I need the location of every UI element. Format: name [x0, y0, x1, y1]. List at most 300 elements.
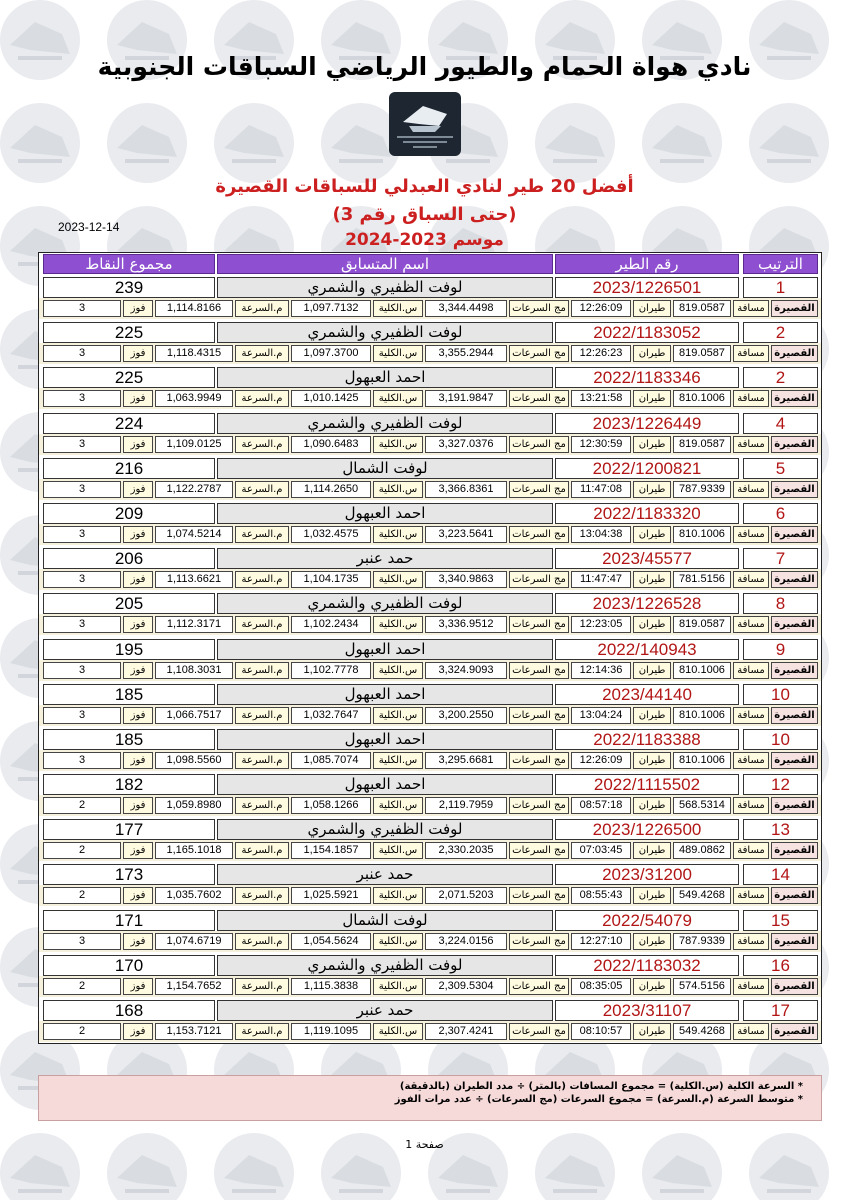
competitor-name-cell: لوفت الظفيري والشمري	[217, 322, 553, 343]
avg-speed-value: 1,122.2787	[155, 481, 233, 498]
wins-label: فوز	[123, 978, 153, 995]
points-cell: 168	[43, 1000, 215, 1021]
report-scope: (حتى السباق رقم 3)	[332, 204, 517, 225]
rank-cell: 16	[743, 955, 818, 976]
row-main	[39, 275, 821, 297]
row-main	[39, 456, 821, 478]
table-row	[39, 320, 821, 365]
avg-speed-value: 1,153.7121	[155, 1023, 233, 1040]
total-speed-value: 1,097.3700	[291, 345, 371, 362]
table-row	[39, 411, 821, 456]
row-main	[39, 908, 821, 930]
rank-cell: 15	[743, 910, 818, 931]
flight-label: طيران	[633, 300, 671, 317]
speed-sum-label: مج السرعات	[509, 752, 569, 769]
row-details	[39, 524, 821, 545]
speed-sum-label: مج السرعات	[509, 842, 569, 859]
flight-label: طيران	[633, 436, 671, 453]
total-speed-label: س.الكلية	[373, 300, 423, 317]
avg-speed-label: م.السرعة	[235, 1023, 289, 1040]
flight-label: طيران	[633, 390, 671, 407]
total-speed-value: 1,032.4575	[291, 526, 371, 543]
flight-time-value: 12:23:05	[571, 616, 631, 633]
flight-time-value: 13:04:24	[571, 707, 631, 724]
rank-cell: 12	[743, 774, 818, 795]
distance-label: مسافة	[733, 345, 769, 362]
table-row	[39, 501, 821, 546]
total-speed-label: س.الكلية	[373, 662, 423, 679]
table-row	[39, 591, 821, 636]
category-label: القصيرة	[771, 481, 818, 498]
row-details	[39, 298, 821, 319]
table-row	[39, 637, 821, 682]
flight-time-value: 12:30:59	[571, 436, 631, 453]
distance-label: مسافة	[733, 616, 769, 633]
category-label: القصيرة	[771, 842, 818, 859]
avg-speed-label: م.السرعة	[235, 571, 289, 588]
row-main	[39, 682, 821, 704]
distance-value: 787.9339	[673, 481, 731, 498]
flight-label: طيران	[633, 933, 671, 950]
avg-speed-label: م.السرعة	[235, 887, 289, 904]
flight-label: طيران	[633, 662, 671, 679]
category-label: القصيرة	[771, 571, 818, 588]
total-speed-label: س.الكلية	[373, 390, 423, 407]
points-cell: 195	[43, 639, 215, 660]
club-title: نادي هواة الحمام والطيور الرياضي السباقات الجنوبية	[97, 52, 752, 81]
flight-label: طيران	[633, 842, 671, 859]
competitor-name-cell: لوفت الشمال	[217, 458, 553, 479]
ring-number-cell: 2022/1115502	[555, 774, 739, 795]
row-main	[39, 365, 821, 387]
total-speed-label: س.الكلية	[373, 887, 423, 904]
table-header	[39, 253, 821, 275]
row-main	[39, 637, 821, 659]
row-details	[39, 660, 821, 681]
row-main	[39, 727, 821, 749]
distance-value: 819.0587	[673, 616, 731, 633]
speed-sum-value: 3,355.2944	[425, 345, 507, 362]
table-row	[39, 456, 821, 501]
total-speed-value: 1,102.2434	[291, 616, 371, 633]
avg-speed-label: م.السرعة	[235, 390, 289, 407]
avg-speed-value: 1,154.7652	[155, 978, 233, 995]
total-speed-value: 1,097.7132	[291, 300, 371, 317]
wins-label: فوز	[123, 300, 153, 317]
category-label: القصيرة	[771, 526, 818, 543]
rank-cell: 9	[743, 639, 818, 660]
avg-speed-value: 1,074.5214	[155, 526, 233, 543]
rank-cell: 10	[743, 729, 818, 750]
speed-sum-value: 2,071.5203	[425, 887, 507, 904]
table-row	[39, 817, 821, 862]
speed-sum-label: مج السرعات	[509, 571, 569, 588]
distance-value: 810.1006	[673, 707, 731, 724]
avg-speed-label: م.السرعة	[235, 616, 289, 633]
points-cell: 216	[43, 458, 215, 479]
speed-sum-label: مج السرعات	[509, 345, 569, 362]
ring-number-cell: 2022/1183320	[555, 503, 739, 524]
speed-sum-value: 3,200.2550	[425, 707, 507, 724]
competitor-name-cell: لوفت الظفيري والشمري	[217, 593, 553, 614]
ring-number-cell: 2023/45577	[555, 548, 739, 569]
distance-value: 810.1006	[673, 526, 731, 543]
wins-value: 3	[43, 390, 121, 407]
rank-cell: 8	[743, 593, 818, 614]
distance-value: 489.0862	[673, 842, 731, 859]
speed-sum-value: 3,340.9863	[425, 571, 507, 588]
avg-speed-label: م.السرعة	[235, 481, 289, 498]
total-speed-value: 1,010.1425	[291, 390, 371, 407]
wins-value: 3	[43, 481, 121, 498]
speed-sum-value: 3,366.8361	[425, 481, 507, 498]
avg-speed-label: م.السرعة	[235, 345, 289, 362]
wins-value: 2	[43, 842, 121, 859]
flight-time-value: 11:47:08	[571, 481, 631, 498]
row-main	[39, 591, 821, 613]
points-cell: 185	[43, 684, 215, 705]
category-label: القصيرة	[771, 933, 818, 950]
category-label: القصيرة	[771, 345, 818, 362]
total-speed-value: 1,119.1095	[291, 1023, 371, 1040]
total-speed-label: س.الكلية	[373, 707, 423, 724]
competitor-name-cell: احمد العبهول	[217, 684, 553, 705]
distance-value: 549.4268	[673, 1023, 731, 1040]
col-ring: رقم الطير	[555, 254, 739, 274]
total-speed-label: س.الكلية	[373, 978, 423, 995]
row-details	[39, 976, 821, 997]
season-label: موسم 2023-2024	[345, 230, 504, 250]
distance-label: مسافة	[733, 842, 769, 859]
flight-label: طيران	[633, 616, 671, 633]
wins-value: 3	[43, 933, 121, 950]
total-speed-label: س.الكلية	[373, 1023, 423, 1040]
points-cell: 171	[43, 910, 215, 931]
total-speed-value: 1,154.1857	[291, 842, 371, 859]
total-speed-value: 1,025.5921	[291, 887, 371, 904]
table-row	[39, 953, 821, 998]
wins-label: فوز	[123, 390, 153, 407]
avg-speed-label: م.السرعة	[235, 300, 289, 317]
avg-speed-label: م.السرعة	[235, 662, 289, 679]
rank-cell: 17	[743, 1000, 818, 1021]
category-label: القصيرة	[771, 616, 818, 633]
points-cell: 177	[43, 819, 215, 840]
speed-sum-label: مج السرعات	[509, 707, 569, 724]
competitor-name-cell: حمد عنبر	[217, 1000, 553, 1021]
table-row	[39, 365, 821, 410]
distance-value: 819.0587	[673, 436, 731, 453]
row-main	[39, 411, 821, 433]
total-speed-value: 1,085.7074	[291, 752, 371, 769]
distance-value: 568.5314	[673, 797, 731, 814]
wins-label: فوز	[123, 933, 153, 950]
table-row	[39, 862, 821, 907]
row-details	[39, 840, 821, 861]
wins-value: 3	[43, 345, 121, 362]
competitor-name-cell: احمد العبهول	[217, 503, 553, 524]
points-cell: 209	[43, 503, 215, 524]
row-main	[39, 546, 821, 568]
flight-time-value: 11:47:47	[571, 571, 631, 588]
distance-value: 819.0587	[673, 300, 731, 317]
category-label: القصيرة	[771, 752, 818, 769]
flight-label: طيران	[633, 797, 671, 814]
flight-time-value: 12:14:36	[571, 662, 631, 679]
speed-sum-value: 3,344.4498	[425, 300, 507, 317]
total-speed-value: 1,054.5624	[291, 933, 371, 950]
avg-speed-value: 1,063.9949	[155, 390, 233, 407]
flight-label: طيران	[633, 526, 671, 543]
category-label: القصيرة	[771, 1023, 818, 1040]
points-cell: 173	[43, 864, 215, 885]
distance-value: 810.1006	[673, 662, 731, 679]
wins-label: فوز	[123, 752, 153, 769]
wins-label: فوز	[123, 707, 153, 724]
distance-label: مسافة	[733, 978, 769, 995]
speed-sum-label: مج السرعات	[509, 797, 569, 814]
category-label: القصيرة	[771, 662, 818, 679]
distance-label: مسافة	[733, 662, 769, 679]
total-speed-label: س.الكلية	[373, 752, 423, 769]
ring-number-cell: 2022/1183388	[555, 729, 739, 750]
flight-label: طيران	[633, 481, 671, 498]
total-speed-label: س.الكلية	[373, 842, 423, 859]
competitor-name-cell: لوفت الظفيري والشمري	[217, 277, 553, 298]
wins-value: 3	[43, 752, 121, 769]
row-details	[39, 479, 821, 500]
avg-speed-label: م.السرعة	[235, 797, 289, 814]
table-row	[39, 727, 821, 772]
avg-speed-value: 1,112.3171	[155, 616, 233, 633]
avg-speed-label: م.السرعة	[235, 933, 289, 950]
wins-label: فوز	[123, 345, 153, 362]
speed-sum-value: 3,295.6681	[425, 752, 507, 769]
flight-time-value: 12:27:10	[571, 933, 631, 950]
total-speed-label: س.الكلية	[373, 933, 423, 950]
table-row	[39, 682, 821, 727]
avg-speed-label: م.السرعة	[235, 842, 289, 859]
flight-label: طيران	[633, 571, 671, 588]
row-details	[39, 343, 821, 364]
ring-number-cell: 2023/1226500	[555, 819, 739, 840]
row-details	[39, 434, 821, 455]
wins-value: 3	[43, 436, 121, 453]
row-main	[39, 862, 821, 884]
flight-label: طيران	[633, 752, 671, 769]
rank-cell: 1	[743, 277, 818, 298]
distance-value: 574.5156	[673, 978, 731, 995]
rank-cell: 7	[743, 548, 818, 569]
distance-label: مسافة	[733, 481, 769, 498]
avg-speed-label: م.السرعة	[235, 752, 289, 769]
ring-number-cell: 2022/140943	[555, 639, 739, 660]
distance-label: مسافة	[733, 571, 769, 588]
ring-number-cell: 2023/1226449	[555, 413, 739, 434]
points-cell: 170	[43, 955, 215, 976]
wins-label: فوز	[123, 481, 153, 498]
avg-speed-label: م.السرعة	[235, 526, 289, 543]
speed-sum-label: مج السرعات	[509, 616, 569, 633]
avg-speed-value: 1,118.4315	[155, 345, 233, 362]
club-logo	[389, 92, 461, 156]
wins-value: 2	[43, 978, 121, 995]
table-row	[39, 275, 821, 320]
row-details	[39, 795, 821, 816]
flight-label: طيران	[633, 978, 671, 995]
category-label: القصيرة	[771, 707, 818, 724]
total-speed-label: س.الكلية	[373, 571, 423, 588]
page-number: صفحة 1	[405, 1138, 444, 1151]
wins-label: فوز	[123, 797, 153, 814]
wins-label: فوز	[123, 1023, 153, 1040]
points-cell: 224	[43, 413, 215, 434]
wins-label: فوز	[123, 662, 153, 679]
distance-label: مسافة	[733, 300, 769, 317]
table-row	[39, 546, 821, 591]
total-speed-value: 1,058.1266	[291, 797, 371, 814]
col-points: مجموع النقاط	[43, 254, 215, 274]
row-main	[39, 998, 821, 1020]
speed-sum-label: مج السرعات	[509, 1023, 569, 1040]
points-cell: 239	[43, 277, 215, 298]
points-cell: 182	[43, 774, 215, 795]
flight-time-value: 08:10:57	[571, 1023, 631, 1040]
distance-label: مسافة	[733, 436, 769, 453]
category-label: القصيرة	[771, 436, 818, 453]
competitor-name-cell: لوفت الشمال	[217, 910, 553, 931]
flight-label: طيران	[633, 887, 671, 904]
competitor-name-cell: احمد العبهول	[217, 639, 553, 660]
category-label: القصيرة	[771, 797, 818, 814]
row-details	[39, 388, 821, 409]
speed-sum-value: 3,224.0156	[425, 933, 507, 950]
competitor-name-cell: احمد العبهول	[217, 367, 553, 388]
note-total-speed: * السرعة الكلية (س.الكلية) = مجموع المسافات (بالمتر) ÷ مدد الطيران (بالدقيقة)	[399, 1081, 803, 1092]
flight-label: طيران	[633, 345, 671, 362]
speed-sum-value: 2,307.4241	[425, 1023, 507, 1040]
wins-label: فوز	[123, 887, 153, 904]
flight-time-value: 08:57:18	[571, 797, 631, 814]
col-name: اسم المتسابق	[217, 254, 553, 274]
avg-speed-value: 1,108.3031	[155, 662, 233, 679]
speed-sum-label: مج السرعات	[509, 662, 569, 679]
flight-label: طيران	[633, 1023, 671, 1040]
ring-number-cell: 2023/1226528	[555, 593, 739, 614]
rank-cell: 4	[743, 413, 818, 434]
speed-sum-value: 2,309.5304	[425, 978, 507, 995]
speed-sum-label: مج السرعات	[509, 390, 569, 407]
category-label: القصيرة	[771, 390, 818, 407]
points-cell: 205	[43, 593, 215, 614]
competitor-name-cell: حمد عنبر	[217, 548, 553, 569]
total-speed-label: س.الكلية	[373, 345, 423, 362]
rank-cell: 2	[743, 367, 818, 388]
wins-value: 3	[43, 707, 121, 724]
wins-value: 3	[43, 300, 121, 317]
flight-time-value: 13:21:58	[571, 390, 631, 407]
total-speed-value: 1,115.3838	[291, 978, 371, 995]
row-main	[39, 953, 821, 975]
speed-sum-value: 2,330.2035	[425, 842, 507, 859]
total-speed-label: س.الكلية	[373, 526, 423, 543]
speed-sum-label: مج السرعات	[509, 933, 569, 950]
speed-sum-label: مج السرعات	[509, 526, 569, 543]
wins-value: 2	[43, 797, 121, 814]
rank-cell: 13	[743, 819, 818, 840]
avg-speed-value: 1,066.7517	[155, 707, 233, 724]
total-speed-value: 1,102.7778	[291, 662, 371, 679]
points-cell: 185	[43, 729, 215, 750]
category-label: القصيرة	[771, 887, 818, 904]
avg-speed-value: 1,165.1018	[155, 842, 233, 859]
wins-value: 3	[43, 526, 121, 543]
ring-number-cell: 2023/1226501	[555, 277, 739, 298]
report-date: 2023-12-14	[58, 220, 120, 234]
avg-speed-value: 1,035.7602	[155, 887, 233, 904]
table-row	[39, 998, 821, 1043]
wins-value: 3	[43, 616, 121, 633]
report-title: أفضل 20 طير لنادي العبدلي للسباقات القصيرة	[215, 176, 634, 197]
rank-cell: 6	[743, 503, 818, 524]
distance-label: مسافة	[733, 933, 769, 950]
flight-time-value: 07:03:45	[571, 842, 631, 859]
avg-speed-label: م.السرعة	[235, 978, 289, 995]
avg-speed-value: 1,114.8166	[155, 300, 233, 317]
flight-time-value: 13:04:38	[571, 526, 631, 543]
wins-value: 3	[43, 571, 121, 588]
ring-number-cell: 2023/44140	[555, 684, 739, 705]
row-main	[39, 320, 821, 342]
total-speed-value: 1,032.7647	[291, 707, 371, 724]
avg-speed-label: م.السرعة	[235, 436, 289, 453]
row-details	[39, 750, 821, 771]
points-cell: 225	[43, 367, 215, 388]
distance-label: مسافة	[733, 1023, 769, 1040]
row-details	[39, 569, 821, 590]
distance-label: مسافة	[733, 390, 769, 407]
rank-cell: 2	[743, 322, 818, 343]
flight-time-value: 12:26:09	[571, 300, 631, 317]
ring-number-cell: 2022/1183346	[555, 367, 739, 388]
col-rank: الترتيب	[743, 254, 818, 274]
distance-value: 819.0587	[673, 345, 731, 362]
flight-time-value: 08:55:43	[571, 887, 631, 904]
points-cell: 225	[43, 322, 215, 343]
total-speed-label: س.الكلية	[373, 616, 423, 633]
speed-sum-label: مج السرعات	[509, 436, 569, 453]
wins-label: فوز	[123, 436, 153, 453]
competitor-name-cell: لوفت الظفيري والشمري	[217, 413, 553, 434]
speed-sum-label: مج السرعات	[509, 300, 569, 317]
competitor-name-cell: لوفت الظفيري والشمري	[217, 955, 553, 976]
rank-cell: 14	[743, 864, 818, 885]
distance-label: مسافة	[733, 797, 769, 814]
distance-label: مسافة	[733, 887, 769, 904]
speed-sum-value: 3,324.9093	[425, 662, 507, 679]
points-cell: 206	[43, 548, 215, 569]
row-main	[39, 817, 821, 839]
avg-speed-label: م.السرعة	[235, 707, 289, 724]
row-details	[39, 614, 821, 635]
speed-sum-label: مج السرعات	[509, 481, 569, 498]
ring-number-cell: 2023/31200	[555, 864, 739, 885]
category-label: القصيرة	[771, 300, 818, 317]
avg-speed-value: 1,113.6621	[155, 571, 233, 588]
rank-cell: 10	[743, 684, 818, 705]
table-row	[39, 772, 821, 817]
flight-time-value: 12:26:23	[571, 345, 631, 362]
